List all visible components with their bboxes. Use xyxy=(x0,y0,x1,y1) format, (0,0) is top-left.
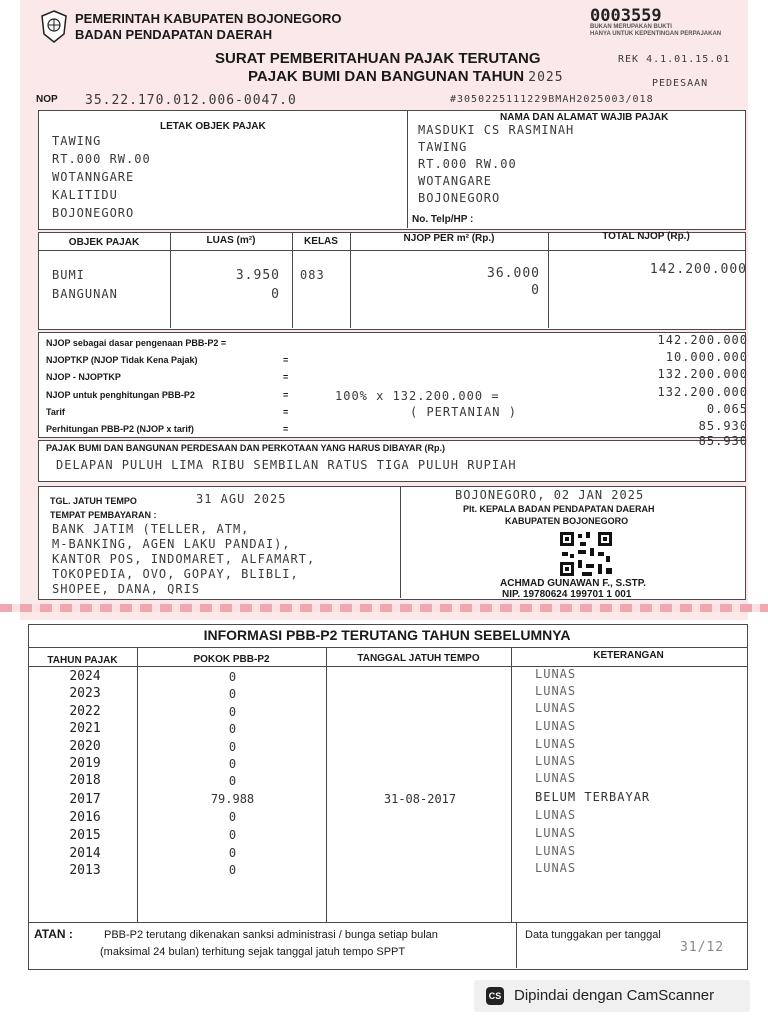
hist-year: 2015 xyxy=(69,828,101,843)
hist-col-ket: KETERANGAN xyxy=(593,650,664,661)
note-label: ATAN : xyxy=(34,927,73,941)
corner-note-1: BUKAN MERUPAKAN BUKTI xyxy=(590,24,672,30)
qr-code-icon xyxy=(558,530,614,578)
hist-ket: LUNAS xyxy=(535,719,577,733)
col-luas: LUAS (m²) xyxy=(206,235,256,246)
rek-code: REK 4.1.01.15.01 xyxy=(618,54,731,65)
calc-value-3: 132.200.000 xyxy=(657,385,748,399)
due-date: 31 AGU 2025 xyxy=(196,492,287,506)
hist-pokok: 0 xyxy=(228,863,237,877)
hist-ket: BELUM TERBAYAR xyxy=(535,790,651,804)
hist-year: 2016 xyxy=(69,810,101,825)
hist-col-tanggal: TANGGAL JATUH TEMPO xyxy=(357,653,480,664)
calc-value-1: 10.000.000 xyxy=(665,350,748,364)
calc-value-5: 85.930 xyxy=(698,419,748,433)
hist-pokok: 0 xyxy=(228,774,237,788)
hist-ket: LUNAS xyxy=(535,826,577,840)
col-objek: OBJEK PAJAK xyxy=(68,237,140,248)
hist-col-pokok: POKOK PBB-P2 xyxy=(193,654,270,665)
obj-row-bumi-name: BUMI xyxy=(52,268,85,282)
hist-ket: LUNAS xyxy=(535,701,577,715)
calc-label-2: NJOP - NJOPTKP xyxy=(46,372,121,382)
hist-ket: LUNAS xyxy=(535,771,577,785)
sign-nip: NIP. 19780624 199701 1 001 xyxy=(502,589,632,600)
col-total-njop: TOTAL NJOP (Rp.) xyxy=(602,231,690,242)
hist-year: 2020 xyxy=(69,739,101,754)
obj-row-bangunan-njop: 0 xyxy=(531,283,540,298)
gov-line-2: BADAN PENDAPATAN DAERAH xyxy=(75,27,273,42)
ref-code: #3050225111229BMAH2025003/018 xyxy=(450,94,654,105)
doc-title-1: SURAT PEMBERITAHUAN PAJAK TERUTANG xyxy=(215,50,541,67)
obj-row-bumi-njop: 36.000 xyxy=(487,266,540,281)
hist-col-year: TAHUN PAJAK xyxy=(47,655,118,666)
calc-label-3: NJOP untuk penghitungan PBB-P2 xyxy=(46,390,195,400)
hist-year: 2017 xyxy=(69,792,101,807)
hist-year: 2018 xyxy=(69,773,101,788)
place-label: TEMPAT PEMBAYARAN : xyxy=(50,510,157,520)
payable-words: DELAPAN PULUH LIMA RIBU SEMBILAN RATUS TIGA PULUH RUPIAH xyxy=(56,458,517,472)
seal-icon xyxy=(40,10,68,44)
sign-role-2: KABUPATEN BOJONEGORO xyxy=(505,516,629,526)
camscanner-logo-icon: CS xyxy=(486,987,504,1005)
hist-year: 2014 xyxy=(69,846,101,861)
hist-pokok: 0 xyxy=(228,846,237,860)
hist-pokok: 0 xyxy=(228,828,237,842)
payable-label: PAJAK BUMI DAN BANGUNAN PERDESAAN DAN PERKOTAAN YANG HARUS DIBAYAR (Rp.) xyxy=(46,443,446,453)
corner-note-2: HANYA UNTUK KEPENTINGAN PERPAJAKAN xyxy=(590,31,722,37)
taxpayer-address: MASDUKI CS RASMINAH TAWING RT.000 RW.00 WOTANGARE BOJONEGORO xyxy=(418,123,575,205)
obj-row-bumi-luas: 3.950 xyxy=(235,268,280,283)
hist-tanggal: 31-08-2017 xyxy=(383,792,457,806)
calc-label-5: Perhitungan PBB-P2 (NJOP x tarif) xyxy=(46,424,194,434)
note-line-2: (maksimal 24 bulan) terhitung sejak tanggal jatuh tempo SPPT xyxy=(100,946,406,958)
taxpayer-label: NAMA DAN ALAMAT WAJIB PAJAK xyxy=(500,112,669,123)
title-prefix: PAJAK BUMI DAN BANGUNAN TAHUN xyxy=(248,68,525,85)
hist-pokok: 79.988 xyxy=(210,792,255,806)
hist-year: 2019 xyxy=(69,756,101,771)
hist-ket: LUNAS xyxy=(535,667,577,681)
calc-formula: 100% x 132.200.000 = xyxy=(335,389,500,403)
calc-sector: ( PERTANIAN ) xyxy=(410,405,517,419)
calc-label-1: NJOPTKP (NJOP Tidak Kena Pajak) xyxy=(46,355,198,365)
hist-year: 2023 xyxy=(69,686,101,701)
hist-ket: LUNAS xyxy=(535,737,577,751)
nop-label: NOP xyxy=(36,94,58,105)
sign-place-date: BOJONEGORO, 02 JAN 2025 xyxy=(455,488,645,502)
hist-year: 2024 xyxy=(69,669,101,684)
object-label: LETAK OBJEK PAJAK xyxy=(160,121,266,132)
hist-pokok: 0 xyxy=(228,810,237,824)
object-address: TAWING RT.000 RW.00 WOTANNGARE KALITIDU BOJONEGORO xyxy=(52,134,151,220)
camscanner-badge xyxy=(474,980,750,1012)
doc-number: 0003559 xyxy=(590,6,662,26)
obj-row-bangunan-name: BANGUNAN xyxy=(52,287,118,301)
obj-row-bangunan-luas: 0 xyxy=(271,287,280,302)
payment-places: BANK JATIM (TELLER, ATM, M-BANKING, AGEN LAKU PANDAI), KANTOR POS, INDOMARET, ALFAMART, TOKOPEDIA, OVO, GOPAY, BLIBLI, SHOPEE, DANA, QRIS xyxy=(52,522,316,596)
calc-label-4: Tarif xyxy=(46,407,65,417)
data-label: Data tunggakan per tanggal xyxy=(525,929,661,941)
hist-pokok: 0 xyxy=(228,740,237,754)
obj-row-bumi-kelas: 083 xyxy=(300,268,325,282)
doc-title-2 xyxy=(248,68,564,85)
hist-pokok: 0 xyxy=(228,687,237,701)
hist-pokok: 0 xyxy=(228,757,237,771)
calc-label-0: NJOP sebagai dasar pengenaan PBB-P2 = xyxy=(46,338,227,348)
hist-year: 2013 xyxy=(69,863,101,878)
sign-role-1: Plt. KEPALA BADAN PENDAPATAN DAERAH xyxy=(463,504,655,514)
nop-value: 35.22.170.012.006-0047.0 xyxy=(85,93,297,108)
calc-value-0: 142.200.000 xyxy=(657,333,748,347)
camscanner-label: Dipindai dengan CamScanner xyxy=(514,987,715,1004)
hist-ket: LUNAS xyxy=(535,861,577,875)
perforation-strip xyxy=(0,604,768,612)
hist-pokok: 0 xyxy=(228,722,237,736)
hist-ket: LUNAS xyxy=(535,754,577,768)
history-title: INFORMASI PBB-P2 TERUTANG TAHUN SEBELUMNYA xyxy=(203,627,571,643)
hist-ket: LUNAS xyxy=(535,844,577,858)
payable-amount: 85.930 xyxy=(698,434,748,448)
hist-year: 2022 xyxy=(69,704,101,719)
hist-year: 2021 xyxy=(69,721,101,736)
tax-year: 2025 xyxy=(528,70,564,85)
hist-pokok: 0 xyxy=(228,705,237,719)
data-date: 31/12 xyxy=(680,940,725,955)
gov-line-1: PEMERINTAH KABUPATEN BOJONEGORO xyxy=(75,11,342,26)
hist-ket: LUNAS xyxy=(535,684,577,698)
hist-pokok: 0 xyxy=(228,670,237,684)
note-line-1: PBB-P2 terutang dikenakan sanksi administrasi / bunga setiap bulan xyxy=(104,929,438,941)
col-njop-m2: NJOP PER m² (Rp.) xyxy=(403,233,495,244)
hist-ket: LUNAS xyxy=(535,808,577,822)
sign-name: ACHMAD GUNAWAN F., S.STP. xyxy=(500,578,646,589)
calc-value-2: 132.200.000 xyxy=(657,367,748,381)
calc-value-4: 0.065 xyxy=(706,402,748,416)
col-kelas: KELAS xyxy=(304,236,338,247)
obj-row-bumi-total: 142.200.000 xyxy=(649,262,747,277)
phone-label: No. Telp/HP : xyxy=(412,214,474,225)
due-label: TGL. JATUH TEMPO xyxy=(50,496,137,506)
kategori: PEDESAAN xyxy=(652,78,709,89)
